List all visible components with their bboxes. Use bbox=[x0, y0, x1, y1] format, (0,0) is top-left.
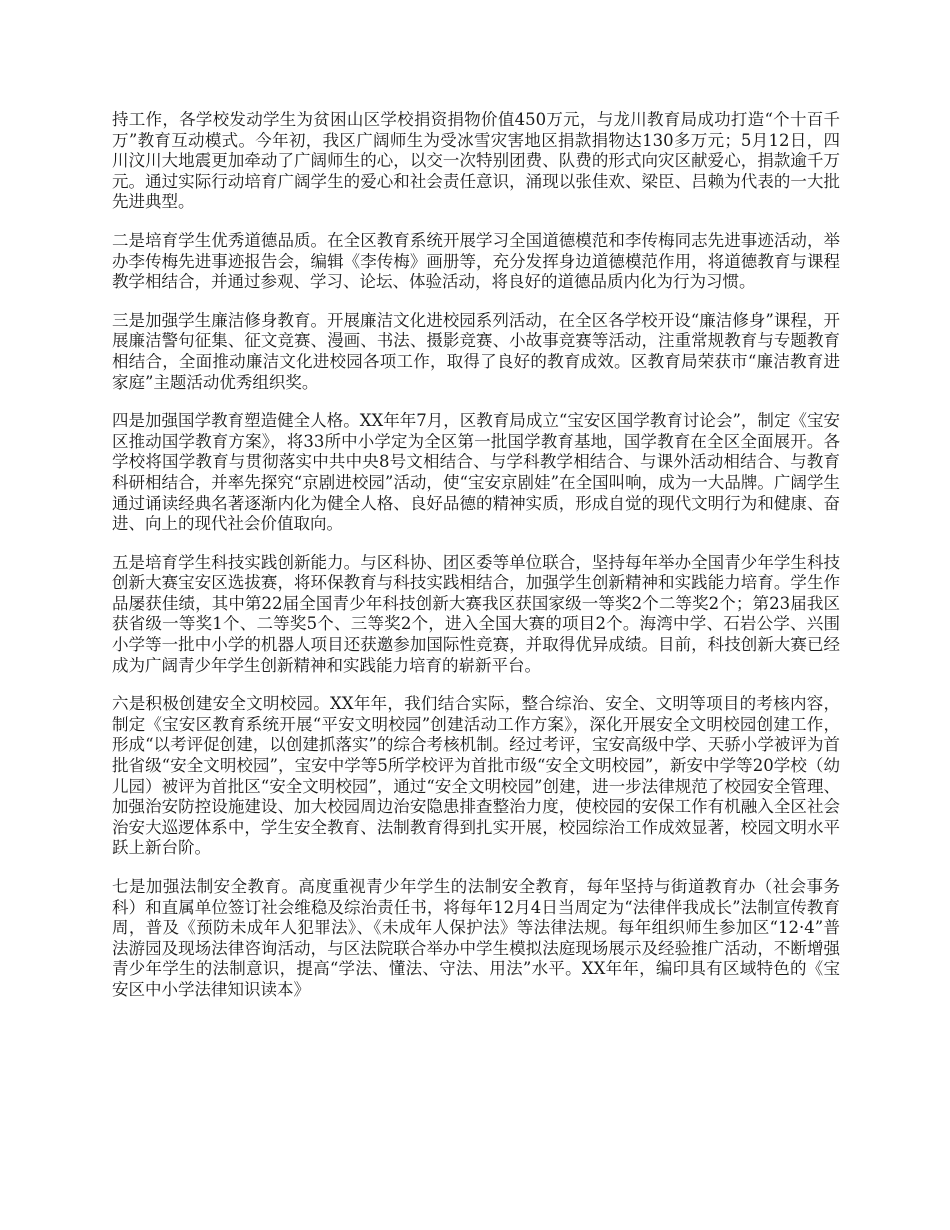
paragraph-sinology-education: 四是加强国学教育塑造健全人格。XX年年7月，区教育局成立“宝安区国学教育讨论会”，制定《宝安区推动国学教育方案》，将33所中小学定为全区第一批国学教育基地，国学教育在全区全面展开。各学校将国学教育与贯彻落实中共中央8号文相结合、与学科教学相结合、与课外活动相结合、与教育科研相结合，并率先探究“京剧进校园”活动，使“宝安京剧娃”在全国叫响，成为一大品牌。广阔学生通过诵读经典名著逐渐内化为健全人格、良好品德的精神实质，形成自觉的现代文明行为和健康、奋进、向上的现代社会价值取向。 bbox=[112, 411, 840, 534]
paragraph-integrity-education: 三是加强学生廉洁修身教育。开展廉洁文化进校园系列活动，在全区各学校开设“廉洁修身”课程，开展廉洁警句征集、征文竞赛、漫画、书法、摄影竞赛、小故事竞赛等活动，注重常规教育与专题教育相结合，全面推动廉洁文化进校园各项工作，取得了良好的教育成效。区教育局荣获市“廉洁教育进家庭”主题活动优秀组织奖。 bbox=[112, 310, 840, 392]
paragraph-legal-education: 七是加强法制安全教育。高度重视青少年学生的法制安全教育，每年坚持与街道教育办（社会事务科）和直属单位签订社会维稳及综治责任书，将每年12月4日当周定为“法律伴我成长”法制宣传教育周，普及《预防未成年人犯罪法》、《未成年人保护法》等法律法规。每年组织师生参加区“12·4”普法游园及现场法律咨询活动，与区法院联合举办中学生模拟法庭现场展示及经验推广活动，不断增强青少年学生的法制意识，提高“学法、懂法、守法、用法”水平。XX年年，编印具有区域特色的《宝安区中小学法律知识读本》 bbox=[112, 877, 840, 999]
paragraph-safe-campus: 六是积极创建安全文明校园。XX年年，我们结合实际，整合综治、安全、文明等项目的考核内容，制定《宝安区教育系统开展“平安文明校园”创建活动工作方案》，深化开展安全文明校园创建工作，形成“以考评促创建，以创建抓落实”的综合考核机制。经过考评，宝安高级中学、天骄小学被评为首批省级“安全文明校园”，宝安中学等5所学校评为首批市级“安全文明校园”，新安中学等20学校（幼儿园）被评为首批区“安全文明校园”，通过“安全文明校园”创建，进一步法律规范了校园安全管理、加强治安防控设施建设、加大校园周边治安隐患排查整治力度，使校园的安保工作有机融入全区社会治安大巡逻体系中，学生安全教育、法制教育得到扎实开展，校园综治工作成效显著，校园文明水平跃上新台阶。 bbox=[112, 694, 840, 858]
document-body bbox=[112, 110, 840, 1019]
paragraph-science-innovation: 五是培育学生科技实践创新能力。与区科协、团区委等单位联合，坚持每年举办全国青少年学生科技创新大赛宝安区选拔赛，将环保教育与科技实践相结合，加强学生创新精神和实践能力培育。学生作品屡获佳绩，其中第22届全国青少年科技创新大赛我区获国家级一等奖2个二等奖2个；第23届我区获省级一等奖1个、二等奖5个、三等奖2个，进入全国大赛的项目2个。海湾中学、石岩公学、兴围小学等一批中小学的机器人项目还获邀参加国际性竞赛，并取得优异成绩。目前，科技创新大赛已经成为广阔青少年学生创新精神和实践能力培育的崭新平台。 bbox=[112, 552, 840, 675]
paragraph-social-responsibility: 持工作，各学校发动学生为贫困山区学校捐资捐物价值450万元，与龙川教育局成功打造“个十百千万”教育互动模式。今年初，我区广阔师生为受冰雪灾害地区捐款捐物达130多万元；5月12日，四川汶川大地震更加牵动了广阔师生的心，以交一次特别团费、队费的形式向灾区献爱心，捐款逾千万元。通过实际行动培育广阔学生的爱心和社会责任意识，涌现以张佳欢、梁臣、吕赖为代表的一大批先进典型。 bbox=[112, 110, 840, 212]
paragraph-moral-quality: 二是培育学生优秀道德品质。在全区教育系统开展学习全国道德模范和李传梅同志先进事迹活动，举办李传梅先进事迹报告会，编辑《李传梅》画册等，充分发挥身边道德模范作用，将道德教育与课程教学相结合，并通过参观、学习、论坛、体验活动，将良好的道德品质内化为行为习惯。 bbox=[112, 230, 840, 292]
